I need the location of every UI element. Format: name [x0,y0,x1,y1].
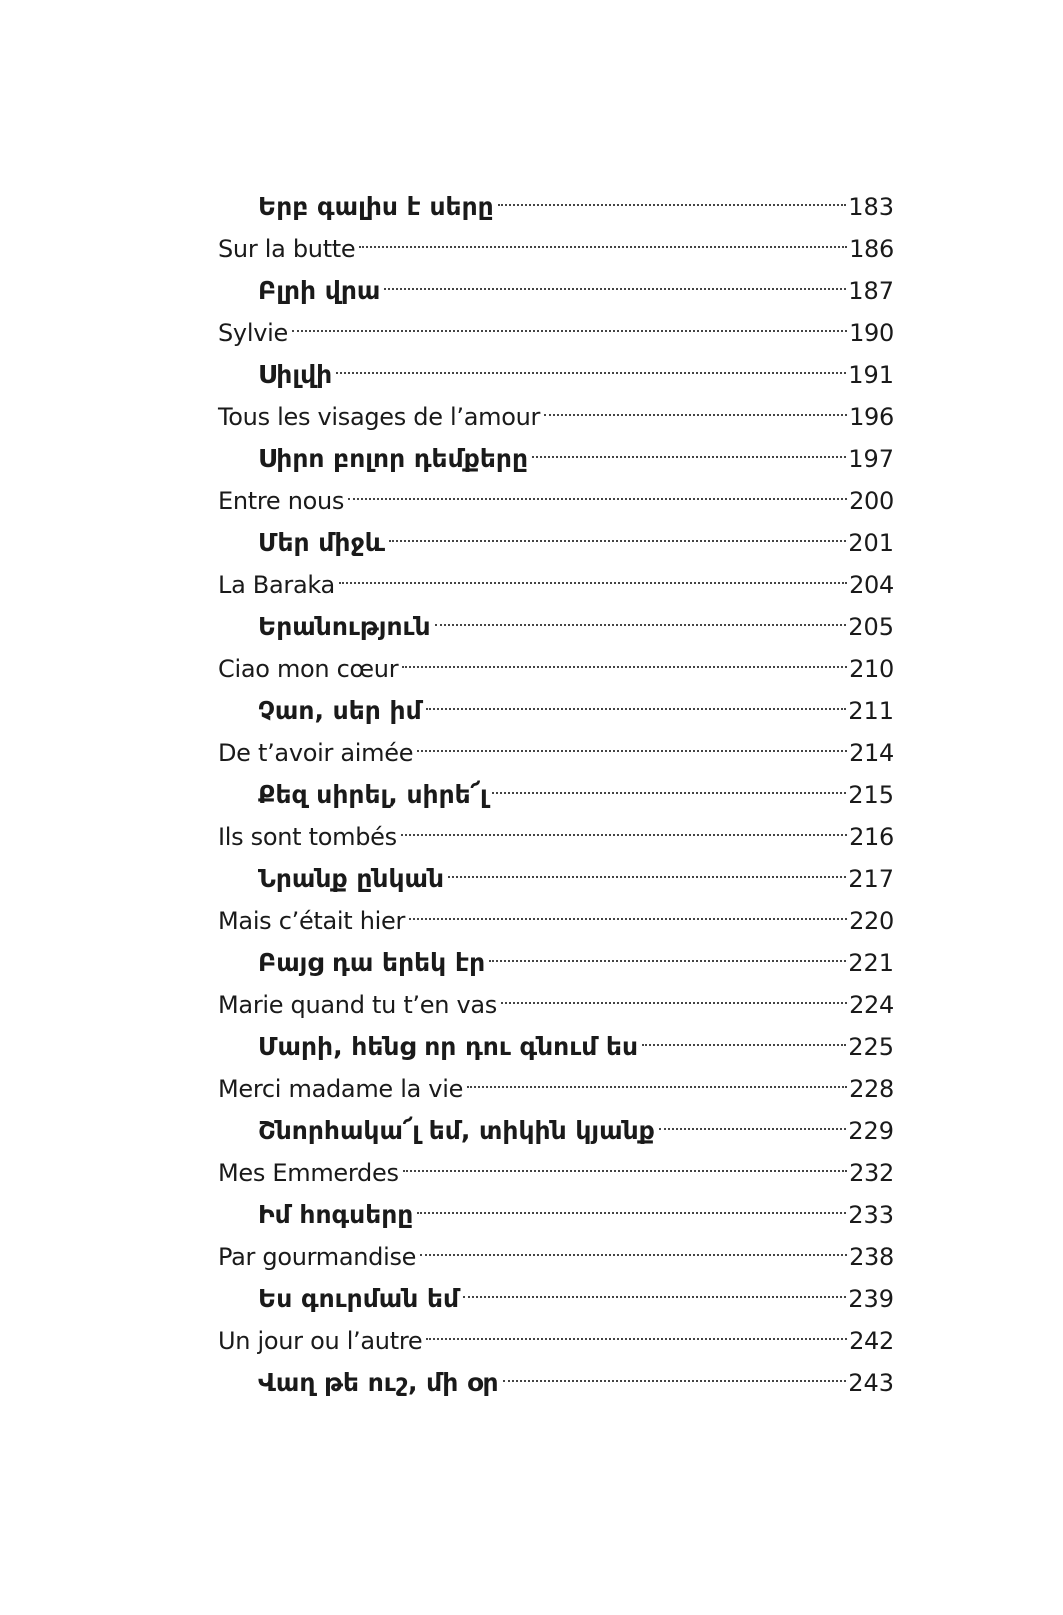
dot-leader [532,425,846,467]
dot-leader [435,593,847,635]
toc-entry-page-number: 221 [848,949,894,977]
toc-entry-title: Mais c’était hier [218,907,406,935]
toc-entry-page-number: 224 [849,991,894,1019]
dot-leader [336,341,846,383]
dot-leader [467,1055,847,1097]
toc-entry-page-number: 238 [849,1243,894,1271]
dot-leader [489,929,846,971]
dot-leader [389,509,846,551]
toc-entry-page-number: 214 [849,739,894,767]
toc-entry-page-number: 220 [849,907,894,935]
toc-entry-title: Մարի, հենց որ դու գնում ես [258,1032,639,1061]
dot-leader [501,971,847,1013]
toc-entry-page-number: 211 [848,697,894,725]
dot-leader [659,1097,846,1139]
toc-entry-page-number: 215 [848,781,894,809]
toc-entry-page-number: 186 [849,235,894,263]
toc-entry-title: Բայց դա երեկ էր [258,948,486,977]
toc-entry-title: Ciao mon cœur [218,655,399,683]
toc-entry-title: Sylvie [218,319,288,347]
dot-leader [448,845,846,887]
toc-entry-title: Քեզ սիրել, սիրե՜լ [258,780,488,809]
toc-entry-title: Sur la butte [218,235,356,263]
toc-entry-title: Իմ հոգսերը [258,1200,414,1229]
toc-entry-page-number: 229 [848,1117,894,1145]
toc-entry-title: Ես գուրման եմ [258,1284,460,1313]
toc-entry-page-number: 205 [848,613,894,641]
dot-leader [402,635,847,677]
toc-entry-page-number: 204 [849,571,894,599]
toc-entry-page-number: 197 [848,445,894,473]
toc-entry-page-number: 233 [848,1201,894,1229]
toc-entry-title: Merci madame la vie [218,1075,464,1103]
toc-entry-page-number: 201 [848,529,894,557]
toc-entry-page-number: 243 [848,1369,894,1397]
toc-entry-page-number: 183 [848,193,894,221]
toc-entry-page-number: 191 [848,361,894,389]
dot-leader [292,299,847,341]
dot-leader [417,719,847,761]
toc-entry-title: La Baraka [218,571,335,599]
toc-entry-title: Շնորհակա՜լ եմ, տիկին կյանք [258,1116,655,1145]
toc-entry-page-number: 190 [849,319,894,347]
toc-entry-title: Mes Emmerdes [218,1159,399,1187]
dot-leader [409,887,847,929]
toc-entry-page-number: 228 [849,1075,894,1103]
toc-entry-page-number: 200 [849,487,894,515]
toc-entry-page-number: 187 [848,277,894,305]
dot-leader [348,467,847,509]
dot-leader [503,1349,847,1391]
dot-leader [492,761,846,803]
toc-entry-page-number: 216 [849,823,894,851]
toc-entry-title: Un jour ou l’autre [218,1327,423,1355]
toc-entry-title: Սիլվի [258,360,333,389]
toc-entry-page-number: 196 [849,403,894,431]
table-of-contents [218,173,894,1397]
dot-leader [426,1307,847,1349]
dot-leader [498,173,846,215]
toc-entry-title: Երանություն [258,612,431,641]
toc-entry-title: Entre nous [218,487,345,515]
toc-entry-title: Բլրի վրա [258,276,381,305]
toc-entry-page-number: 210 [849,655,894,683]
dot-leader [463,1265,846,1307]
dot-leader [544,383,847,425]
toc-entry-page-number: 225 [848,1033,894,1061]
toc-entry-5 [218,341,894,389]
dot-leader [420,1223,847,1265]
toc-entry-title: Չաո, սեր իմ [258,696,422,725]
toc-entry-title: Ils sont tombés [218,823,397,851]
toc-entry-title: Marie quand tu t’en vas [218,991,497,1019]
dot-leader [426,677,847,719]
toc-entry-title: Մեր միջև [258,528,386,557]
dot-leader [403,1139,847,1181]
dot-leader [417,1181,846,1223]
toc-entry-page-number: 232 [849,1159,894,1187]
dot-leader [384,257,846,299]
dot-leader [401,803,847,845]
toc-entry-title: Սիրո բոլոր դեմքերը [258,444,528,473]
toc-entry-page-number: 239 [848,1285,894,1313]
toc-entry-title: Վաղ թե ուշ, մի օր [258,1368,499,1397]
toc-entry-4 [218,299,894,347]
toc-entry-page-number: 217 [848,865,894,893]
toc-entry-title: De t’avoir aimée [218,739,414,767]
toc-entry-title: Նրանք ընկան [258,864,445,893]
toc-entry-title: Tous les visages de l’amour [218,403,541,431]
dot-leader [642,1013,846,1055]
toc-entry-1 [218,173,894,221]
dot-leader [339,551,847,593]
dot-leader [359,215,847,257]
toc-entry-title: Par gourmandise [218,1243,417,1271]
toc-entry-title: Երբ գալիս է սերը [258,192,494,221]
toc-entry-page-number: 242 [849,1327,894,1355]
